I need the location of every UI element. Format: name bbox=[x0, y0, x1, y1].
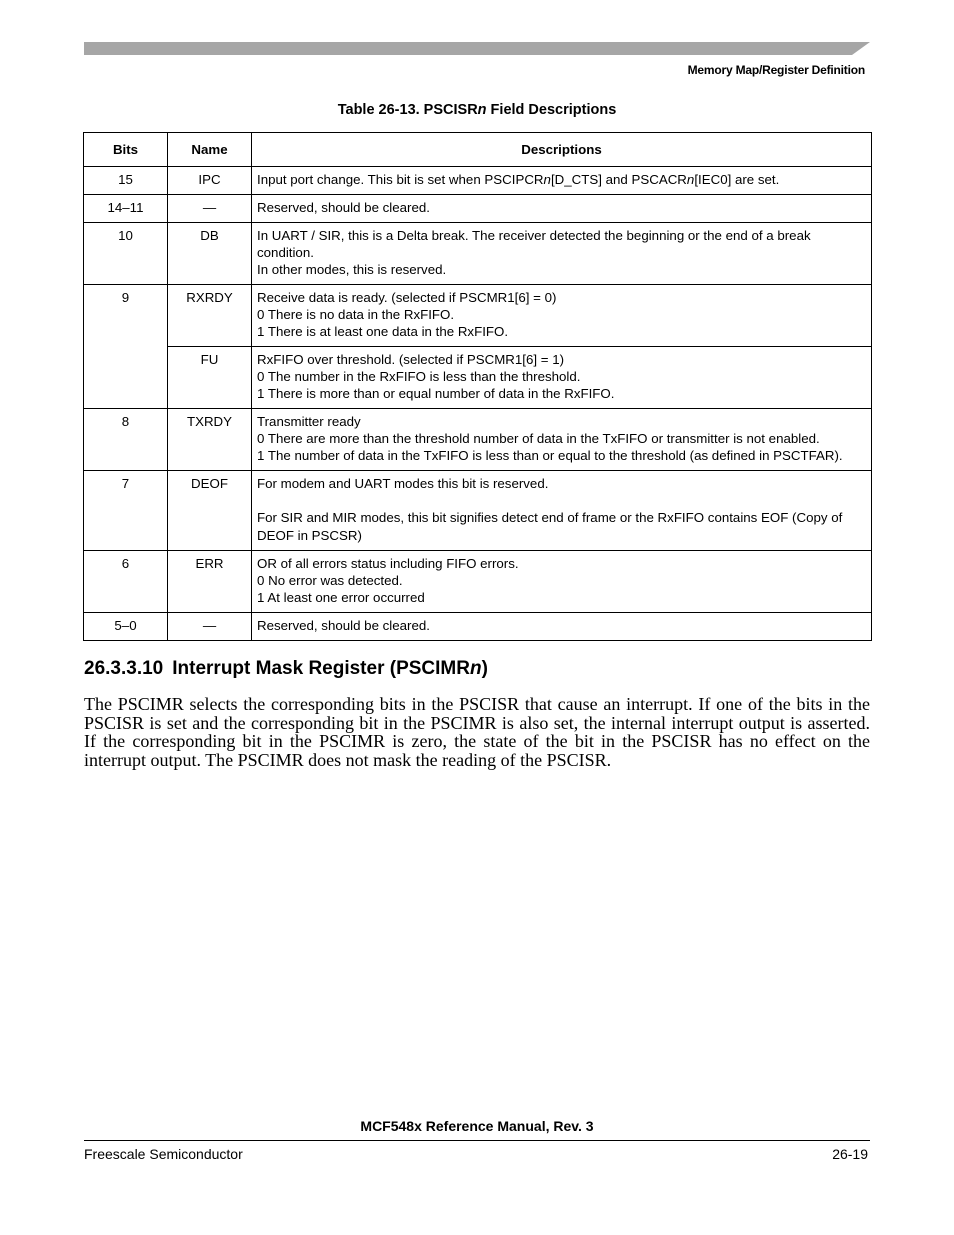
section-title-italic: n bbox=[469, 658, 482, 679]
cell-bits: 8 bbox=[84, 409, 168, 471]
cell-name: RXRDY bbox=[168, 285, 252, 347]
description-line: 0 There are more than the threshold number of data in the TxFIFO or transmitter is not enabled. bbox=[257, 431, 820, 447]
cell-name: DB bbox=[168, 223, 252, 285]
description-line: For modem and UART modes this bit is reserved. bbox=[257, 476, 549, 491]
cell-description bbox=[252, 195, 872, 223]
cell-name: ERR bbox=[168, 551, 252, 613]
cell-bits: 14–11 bbox=[84, 195, 168, 223]
description-line: 1 There is more than or equal number of data in the RxFIFO. bbox=[257, 386, 615, 402]
table-row bbox=[84, 223, 872, 285]
section-heading bbox=[84, 658, 488, 680]
caption-italic: n bbox=[477, 102, 487, 118]
section-title-prefix: Interrupt Mask Register (PSCIMR bbox=[172, 658, 470, 679]
table-row bbox=[84, 347, 872, 409]
description-line: 0 No error was detected. bbox=[257, 573, 403, 589]
cell-description bbox=[252, 347, 872, 409]
cell-name: FU bbox=[168, 347, 252, 409]
footer-company: Freescale Semiconductor bbox=[84, 1146, 243, 1162]
table-row bbox=[84, 167, 872, 195]
caption-prefix: Table 26-13. PSCISR bbox=[337, 102, 478, 118]
description-line: Transmitter ready bbox=[257, 414, 361, 429]
description-line: In other modes, this is reserved. bbox=[257, 262, 447, 278]
table-row bbox=[84, 195, 872, 223]
section-title-suffix: ) bbox=[481, 658, 488, 679]
description-line: 1 The number of data in the TxFIFO is less than or equal to the threshold (as defined in PSCTFAR). bbox=[257, 448, 843, 464]
table-header-row bbox=[84, 133, 872, 167]
cell-name: DEOF bbox=[168, 471, 252, 551]
cell-bits: 7 bbox=[84, 471, 168, 551]
cell-bits: 9 bbox=[84, 285, 168, 409]
table-row bbox=[84, 285, 872, 347]
cell-description bbox=[252, 409, 872, 471]
description-line: For SIR and MIR modes, this bit signifies detect end of frame or the RxFIFO contains EOF (Copy of DEOF in PSCSR) bbox=[257, 510, 843, 543]
table-row bbox=[84, 551, 872, 613]
body-paragraph: The PSCIMR selects the corresponding bits in the PSCISR that cause an interrupt. If one of the bits in the PSCISR is set and the corresponding bit in the PSCIMR is also set, the internal interrupt output is asserted. If the corresponding bit in the PSCIMR is zero, the state of the bit in the PSCISR has no effect on the interrupt output. The PSCIMR does not mask the reading of the PSCISR. bbox=[84, 694, 870, 771]
footer-page-number: 26-19 bbox=[832, 1146, 868, 1162]
description-line: 1 At least one error occurred bbox=[257, 590, 425, 606]
cell-bits: 6 bbox=[84, 551, 168, 613]
table-row bbox=[84, 409, 872, 471]
description-line: In UART / SIR, this is a Delta break. The receiver detected the beginning or the end of a break condition. bbox=[257, 228, 811, 261]
description-line: 0 There is no data in the RxFIFO. bbox=[257, 307, 455, 323]
cell-description bbox=[252, 551, 872, 613]
col-header-descriptions: Descriptions bbox=[252, 133, 872, 167]
cell-name: — bbox=[168, 613, 252, 641]
table-body bbox=[84, 167, 872, 641]
caption-suffix: Field Descriptions bbox=[486, 102, 617, 118]
table-caption bbox=[0, 102, 954, 118]
description-line: 1 There is at least one data in the RxFIFO. bbox=[257, 324, 509, 340]
cell-name: — bbox=[168, 195, 252, 223]
field-descriptions-table bbox=[83, 132, 872, 641]
col-header-bits: Bits bbox=[84, 133, 168, 167]
footer-manual-title: MCF548x Reference Manual, Rev. 3 bbox=[360, 1118, 594, 1134]
cell-bits: 15 bbox=[84, 167, 168, 195]
header-bar bbox=[84, 42, 870, 55]
cell-name: IPC bbox=[168, 167, 252, 195]
cell-bits: 5–0 bbox=[84, 613, 168, 641]
cell-description bbox=[252, 285, 872, 347]
cell-description bbox=[252, 613, 872, 641]
cell-description bbox=[252, 223, 872, 285]
col-header-name: Name bbox=[168, 133, 252, 167]
description-line: Receive data is ready. (selected if PSCMR1[6] = 0) bbox=[257, 290, 557, 305]
footer-divider bbox=[84, 1140, 870, 1141]
section-number: 26.3.3.10 bbox=[84, 658, 164, 679]
table-row bbox=[84, 613, 872, 641]
description-line: Input port change. This bit is set when PSCIPCRn[D_CTS] and PSCACRn[IEC0] are set. bbox=[257, 172, 780, 187]
cell-bits: 10 bbox=[84, 223, 168, 285]
cell-description bbox=[252, 471, 872, 551]
cell-description bbox=[252, 167, 872, 195]
table-row bbox=[84, 471, 872, 551]
description-line: OR of all errors status including FIFO errors. bbox=[257, 556, 519, 571]
description-line: 0 The number in the RxFIFO is less than the threshold. bbox=[257, 369, 581, 385]
description-line: RxFIFO over threshold. (selected if PSCMR1[6] = 1) bbox=[257, 352, 565, 367]
description-line: Reserved, should be cleared. bbox=[257, 618, 430, 633]
cell-name: TXRDY bbox=[168, 409, 252, 471]
description-line: Reserved, should be cleared. bbox=[257, 200, 430, 215]
running-header: Memory Map/Register Definition bbox=[687, 63, 865, 77]
description-spacer bbox=[257, 492, 865, 509]
